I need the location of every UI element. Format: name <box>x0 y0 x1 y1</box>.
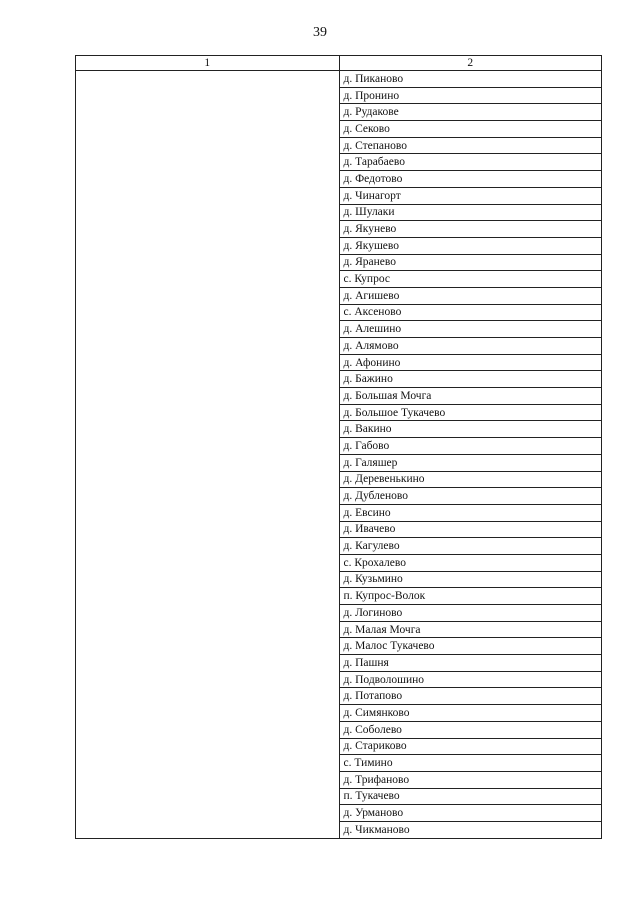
settlement-name-cell: д. Бажино <box>339 371 602 388</box>
settlement-name-cell: д. Агишево <box>339 287 602 304</box>
settlement-name-cell: д. Большое Тукачево <box>339 404 602 421</box>
settlement-name-cell: п. Тукачево <box>339 788 602 805</box>
settlement-name-cell: д. Малая Мочга <box>339 621 602 638</box>
settlement-name-cell: д. Якушево <box>339 237 602 254</box>
settlement-name-cell: д. Алешино <box>339 321 602 338</box>
table-row <box>76 71 602 88</box>
settlement-name-cell: д. Якунево <box>339 221 602 238</box>
settlement-name-cell: д. Чинагорт <box>339 187 602 204</box>
settlement-name-cell: д. Большая Мочга <box>339 388 602 405</box>
settlement-name-cell: д. Евсино <box>339 504 602 521</box>
settlement-name-cell: д. Рудакове <box>339 104 602 121</box>
settlement-name-cell: д. Пронино <box>339 87 602 104</box>
settlement-name-cell: д. Алямово <box>339 338 602 355</box>
settlement-name-cell: с. Купрос <box>339 271 602 288</box>
settlement-name-cell: д. Стариково <box>339 738 602 755</box>
settlement-name-cell: д. Малос Тукачево <box>339 638 602 655</box>
settlement-name-cell: д. Симянково <box>339 705 602 722</box>
settlement-name-cell: д. Соболево <box>339 721 602 738</box>
settlement-name-cell: д. Федотово <box>339 171 602 188</box>
column-1-cell <box>76 71 340 839</box>
settlement-name-cell: д. Дубленово <box>339 488 602 505</box>
settlement-name-cell: д. Потапово <box>339 688 602 705</box>
settlement-name-cell: д. Галяшер <box>339 454 602 471</box>
page-number: 39 <box>313 25 327 40</box>
settlement-name-cell: д. Тарабаево <box>339 154 602 171</box>
settlement-name-cell: д. Кагулево <box>339 538 602 555</box>
settlement-name-cell: д. Пашня <box>339 655 602 672</box>
settlement-name-cell: д. Шулаки <box>339 204 602 221</box>
settlement-name-cell: д. Степаново <box>339 137 602 154</box>
settlement-name-cell: с. Аксеново <box>339 304 602 321</box>
table-header-row <box>76 56 602 71</box>
settlement-name-cell: д. Подволошино <box>339 671 602 688</box>
settlement-name-cell: д. Деревенькино <box>339 471 602 488</box>
settlement-name-cell: д. Трифаново <box>339 771 602 788</box>
settlement-name-cell: д. Логиново <box>339 605 602 622</box>
settlement-name-cell: с. Тимино <box>339 755 602 772</box>
settlement-name-cell: д. Урманово <box>339 805 602 822</box>
settlement-name-cell: д. Яранево <box>339 254 602 271</box>
settlement-name-cell: д. Секово <box>339 121 602 138</box>
settlement-name-cell: п. Купрос-Волок <box>339 588 602 605</box>
settlement-name-cell: д. Вакино <box>339 421 602 438</box>
settlement-name-cell: д. Афонино <box>339 354 602 371</box>
table-body <box>76 56 602 839</box>
settlement-name-cell: д. Ивачево <box>339 521 602 538</box>
settlements-table <box>75 55 602 839</box>
column-header-1: 1 <box>76 56 340 71</box>
settlement-name-cell: д. Кузьмино <box>339 571 602 588</box>
settlement-name-cell: с. Крохалево <box>339 554 602 571</box>
settlement-name-cell: д. Чикманово <box>339 821 602 838</box>
settlement-name-cell: д. Габово <box>339 438 602 455</box>
settlement-name-cell: д. Пиканово <box>339 71 602 88</box>
column-header-2: 2 <box>339 56 602 71</box>
